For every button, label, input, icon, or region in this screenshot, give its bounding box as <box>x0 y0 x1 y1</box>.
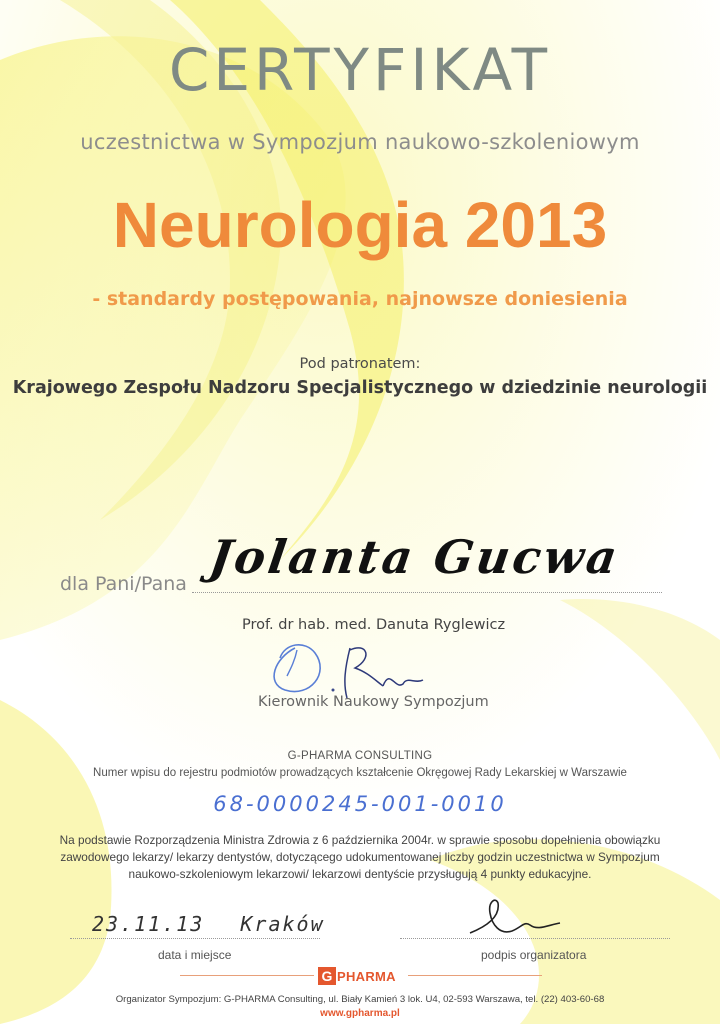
director-signature <box>255 628 435 708</box>
logo-letter: G <box>318 967 336 985</box>
date-value: 23.11.13 <box>92 912 205 936</box>
date-line <box>70 938 320 939</box>
director-name: Prof. dr hab. med. Danuta Ryglewicz <box>242 617 506 633</box>
logo-rule-right <box>408 975 542 976</box>
recipient-label: dla Pani/Pana <box>60 573 187 595</box>
organizer-name: G-PHARMA CONSULTING <box>287 750 433 762</box>
event-name: Neurologia 2013 <box>112 189 608 261</box>
director-role: Kierownik Naukowy Sympozjum <box>258 694 489 710</box>
patronage-label: Pod patronatem: <box>299 356 421 372</box>
certificate-title: CERTYFIKAT <box>168 36 552 104</box>
organizer-signature <box>460 895 570 945</box>
logo-rule-left <box>180 975 314 976</box>
footer-address: Organizator Sympozjum: G-PHARMA Consulting, ul. Biały Kamień 3 lok. U4, 02-593 Warszawa, tel. (22) 403-60-68 <box>115 994 605 1005</box>
registry-label: Numer wpisu do rejestru podmiotów prowadzących kształcenie Okręgowej Rady Lekarskiej w Warszawie <box>93 767 627 779</box>
patronage-text: Krajowego Zespołu Nadzoru Specjalistycznego w dziedzinie neurologii <box>12 378 708 398</box>
recipient-line <box>192 592 662 593</box>
legal-text: Na podstawie Rozporządzenia Ministra Zdrowia z 6 października 2004r. w sprawie sposobu dopełnienia obowiązku zawodowego lekarzy/ lekarzy dentystów, dotyczącego udokumentowanej liczby godzin uczestnictwa w Sympozjum naukowo-szkoleniowym lekarzowi/ lekarzowi dentyście przysługują 4 punkty edukacyjne. <box>59 833 661 881</box>
date-label: data i miejsce <box>158 948 232 962</box>
logo-text: PHARMA <box>337 968 396 984</box>
certificate-subtitle: uczestnictwa w Sympozjum naukowo-szkoleniowym <box>80 130 640 154</box>
footer-url[interactable]: www.gpharma.pl <box>320 1008 400 1019</box>
event-subtitle: - standardy postępowania, najnowsze doniesienia <box>92 288 628 310</box>
place-value: Kraków <box>240 912 325 936</box>
registry-number: 68-0000245-001-0010 <box>213 792 507 816</box>
recipient-name-handwritten: Jolanta Gucwa <box>206 530 624 584</box>
signature-label: podpis organizatora <box>481 948 587 962</box>
date-place-handwritten <box>92 912 325 936</box>
gpharma-logo <box>318 967 396 985</box>
